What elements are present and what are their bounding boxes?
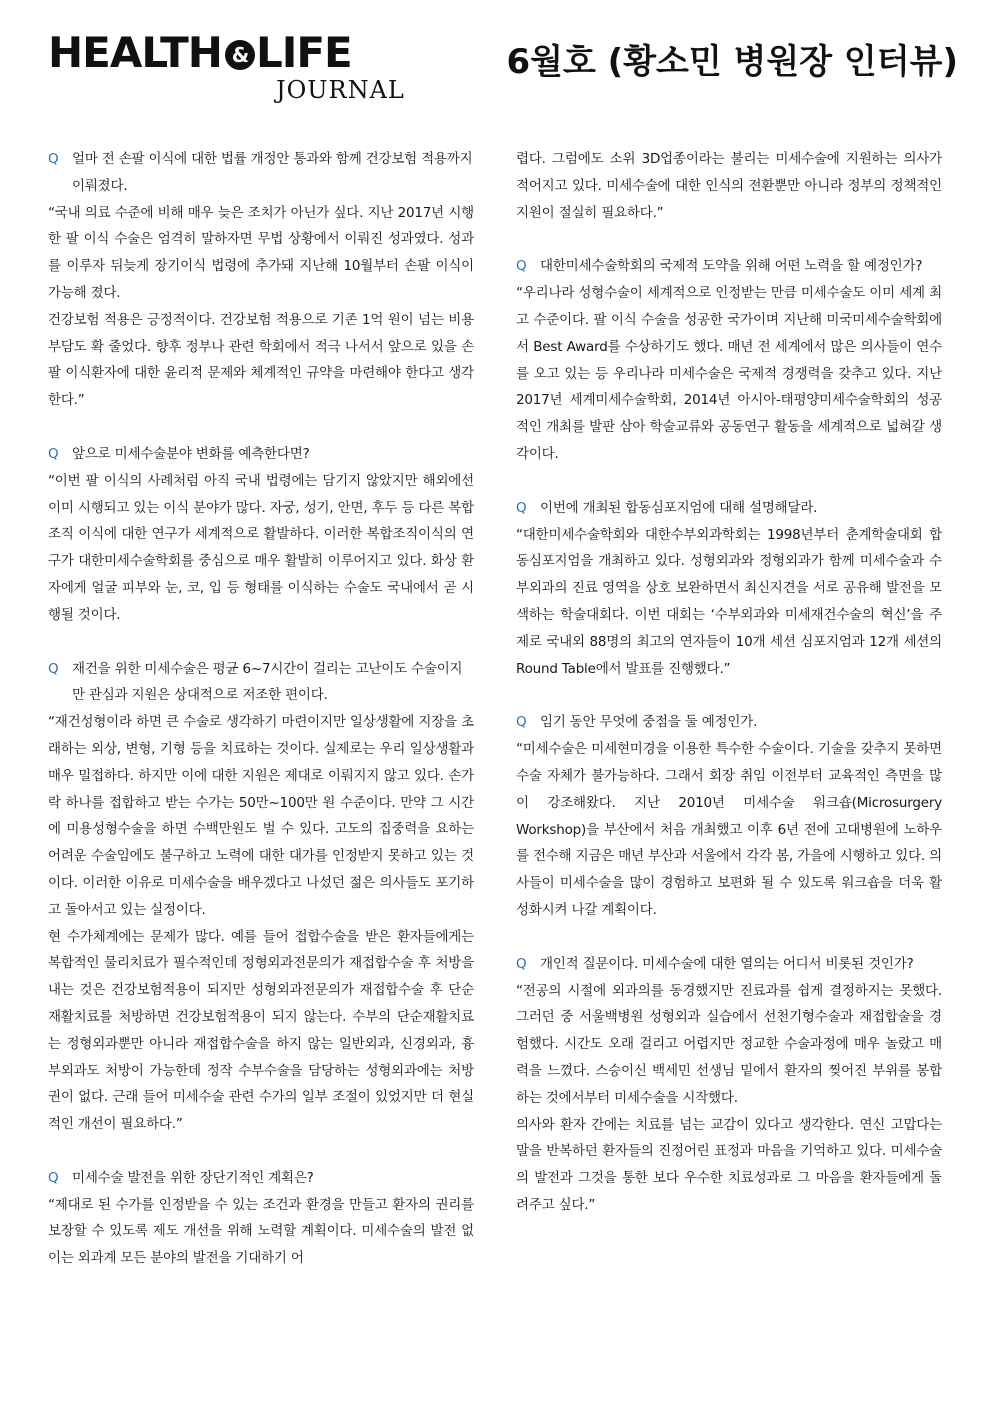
answer-paragraph: “대한미세수술학회와 대한수부외과학회는 1998년부터 춘계학술대회 합동심포지엄을 개최하고 있다. 성형외과와 정형외과가 함께 미세수술과 수부외과의 진료 영역을 상호 보완하면서 최신지견을 서로 공유해 발전을 모색하는 학술대회다. 이번 대회는 ‘수부외과와 미세재건수술의 혁신’을 주제로 국내외 88명의 최고의 연자들이 10개 세션 심포지엄과 12개 세션의 Round Table에서 발표를 진행했다.” xyxy=(516,526,942,677)
question-text: 재건을 위한 미세수술은 평균 6~7시간이 걸리는 고난이도 수술이지만 관심과 지원은 상대적으로 저조한 편이다. xyxy=(72,660,463,704)
logo-journal: JOURNAL xyxy=(276,76,405,104)
question xyxy=(48,1165,474,1192)
question-text: 임기 동안 무엇에 중점을 둘 예정인가. xyxy=(540,714,758,731)
answer-paragraph: “우리나라 성형수술이 세계적으로 인정받는 만큼 미세수술도 이미 세계 최고 수준이다. 팔 이식 수술을 성공한 국가이며 지난해 미국미세수술학회에서 Best Award를 수상하기도 했다. 매년 전 세계에서 많은 의사들이 연수를 오고 있는 등 우리나라 미세수술은 국제적 경쟁력을 갖추고 있다. 지난 2017년 세계미세수술학회, 2014년 아시아-태평양미세수술학회의 성공적인 개최를 발판 삼아 학술교류와 공동연구 활동을 세계적으로 넓혀갈 생각이다. xyxy=(516,285,942,462)
question xyxy=(516,951,942,978)
answer-paragraph: “미세수술은 미세현미경을 이용한 특수한 수술이다. 기술을 갖추지 못하면 수술 자체가 불가능하다. 그래서 회장 취임 이전부터 교육적인 측면을 많이 강조해왔다. 지난 2010년 미세수술 워크숍(Microsurgery Workshop)을 부산에서 처음 개최했고 이후 6년 전에 고대병원에 노하우를 전수해 지금은 매년 부산과 서울에서 각각 봄, 가을에 시행하고 있다. 의사들이 미세수술을 많이 경험하고 보편화 될 수 있도록 워크숍을 더욱 활성화시켜 나갈 계획이다. xyxy=(516,741,942,918)
logo-life: LIFE xyxy=(255,28,352,77)
question xyxy=(48,656,474,710)
qa-block xyxy=(516,146,942,226)
question-marker: Q xyxy=(48,445,59,462)
right-column xyxy=(516,146,942,1246)
question-text: 얼마 전 손팔 이식에 대한 법률 개정안 통과와 함께 건강보험 적용까지 이뤄졌다. xyxy=(72,151,473,194)
answer-paragraph: “재건성형이라 하면 큰 수술로 생각하기 마련이지만 일상생활에 지장을 초래하는 외상, 변형, 기형 등을 치료하는 것이다. 실제로는 우리 일상생활과 매우 밀접하다. 하지만 이에 대한 지원은 제대로 이뤄지지 않고 있다. 손가락 하나를 접합하고 받는 수가는 50만~100만 원 수준이다. 만약 그 시간에 미용성형수술을 하면 수백만원도 벌 수 있다. 고도의 집중력을 요하는 어려운 수술임에도 불구하고 노력에 대한 대가를 인정받지 못하고 있는 것이다. 이러한 이유로 미세수술을 배우겠다고 나섰던 젊은 의사들도 포기하고 돌아서고 있는 실정이다. xyxy=(48,714,474,918)
question xyxy=(516,253,942,280)
qa-block xyxy=(516,253,942,467)
answer-paragraph: 의사와 환자 간에는 치료를 넘는 교감이 있다고 생각한다. 연신 고맙다는 말을 반복하던 환자들의 진정어린 표정과 마음을 기억하고 있다. 미세수술의 발전과 그것을 통한 보다 우수한 치료성과로 그 마음을 환자들에게 돌려주고 싶다.” xyxy=(516,1116,942,1213)
question-text: 미세수술 발전을 위한 장단기적인 계획은? xyxy=(72,1169,314,1186)
question-marker: Q xyxy=(48,660,59,677)
magazine-logo xyxy=(48,28,405,113)
qa-block xyxy=(48,146,474,414)
qa-block xyxy=(516,951,942,1219)
question-marker: Q xyxy=(516,955,527,972)
question xyxy=(516,709,942,736)
page-header xyxy=(48,28,958,113)
question-marker: Q xyxy=(48,1169,59,1186)
qa-block xyxy=(48,656,474,1138)
question-marker: Q xyxy=(516,258,527,275)
logo-ampersand-badge: & xyxy=(225,40,255,70)
answer-paragraph: 렵다. 그럼에도 소위 3D업종이라는 불리는 미세수술에 지원하는 의사가 적어지고 있다. 미세수술에 대한 인식의 전환뿐만 아니라 정부의 정책적인 지원이 절실히 필요하다.” xyxy=(516,151,942,221)
answer-paragraph: “국내 의료 수준에 비해 매우 늦은 조치가 아닌가 싶다. 지난 2017년 시행한 팔 이식 수술은 엄격히 말하자면 무법 상황에서 이뤄진 성과였다. 성과를 이루자 뒤늦게 장기이식 법령에 추가돼 지난해 10월부터 손팔 이식이 가능해 졌다. xyxy=(48,204,474,301)
question xyxy=(48,441,474,468)
qa-block xyxy=(48,441,474,629)
question-marker: Q xyxy=(516,714,527,731)
qa-block xyxy=(516,495,942,683)
page-title: 6월호 (황소민 병원장 인터뷰) xyxy=(506,42,958,82)
question-text: 대한미세수술학회의 국제적 도약을 위해 어떤 노력을 할 예정인가? xyxy=(540,258,923,275)
question-marker: Q xyxy=(48,151,59,167)
logo-health: HEALTH xyxy=(48,28,222,77)
question-marker: Q xyxy=(516,499,527,516)
answer-paragraph: “이번 팔 이식의 사례처럼 아직 국내 법령에는 담기지 않았지만 해외에선 이미 시행되고 있는 이식 분야가 많다. 자궁, 성기, 안면, 후두 등 다른 복합조직 이식에 대한 연구가 세계적으로 활발하다. 이러한 복합조직이식의 연구가 대한미세수술학회를 중심으로 매우 활발히 이루어지고 있다. 화상 환자에게 얼굴 피부와 눈, 코, 입 등 형태를 이식하는 수술도 국내에서 곧 시행될 것이다. xyxy=(48,472,474,623)
logo-wordmark xyxy=(48,28,352,78)
question-text: 이번에 개최된 합동심포지엄에 대해 설명해달라. xyxy=(540,499,818,516)
left-column xyxy=(48,146,474,1299)
question-text: 앞으로 미세수술분야 변화를 예측한다면? xyxy=(72,445,310,462)
answer-paragraph: 현 수가체계에는 문제가 많다. 예를 들어 접합수술을 받은 환자들에게는 복합적인 물리치료가 필수적인데 정형외과전문의가 재접합수술 후 처방을 내는 것은 건강보험적용이 되지만 성형외과전문의가 재접합수술 후 단순재활치료를 처방하면 건강보험적용이 되지 않는다. 수부의 단순재활치료는 정형외과뿐만 아니라 재접합수술을 하지 않는 일반외과, 신경외과, 흉부외과도 처방이 가능한데 정작 수부수술을 담당하는 성형외과에는 처방권이 없다. 근래 들어 미세수술 관련 수가의 일부 조절이 있었지만 더 현실적인 개선이 필요하다.” xyxy=(48,928,474,1133)
answer-paragraph: “전공의 시절에 외과의를 동경했지만 진료과를 쉽게 결정하지는 못했다. 그러던 중 서울백병원 성형외과 실습에서 선천기형수술과 재접합술을 경험했다. 시간도 오래 걸리고 어렵지만 정교한 수술과정에 매우 놀랐고 매력을 느꼈다. 스승이신 백세민 선생님 밑에서 환자의 찢어진 부위를 봉합하는 것에서부터 미세수술을 시작했다. xyxy=(516,982,942,1106)
question-text: 개인적 질문이다. 미세수술에 대한 열의는 어디서 비롯된 것인가? xyxy=(540,955,914,972)
qa-block xyxy=(516,709,942,923)
qa-block xyxy=(48,1165,474,1272)
question xyxy=(48,146,474,200)
answer-paragraph: 건강보험 적용은 긍정적이다. 건강보험 적용으로 기존 1억 원이 넘는 비용 부담도 확 줄었다. 향후 정부나 관련 학회에서 적극 나서서 앞으로 있을 손팔 이식환자에 대한 윤리적 문제와 체계적인 규약을 마련해야 한다고 생각한다.” xyxy=(48,311,474,409)
question xyxy=(516,495,942,522)
answer-paragraph: “제대로 된 수가를 인정받을 수 있는 조건과 환경을 만들고 환자의 권리를 보장할 수 있도록 제도 개선을 위해 노력할 계획이다. 미세수술의 발전 없이는 외과계 모든 분야의 발전을 기대하기 어 xyxy=(48,1196,474,1267)
